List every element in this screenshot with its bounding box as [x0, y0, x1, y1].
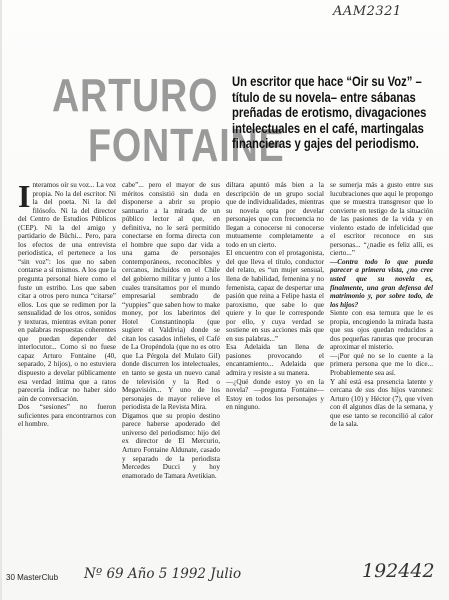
- handwritten-issue-note: Nº 69 Año 5 1992 Julio: [84, 566, 242, 582]
- interview-question: —Contra todo lo que pueda parecer a primera vista, ¿no cree usted que su novela es, finalmente, una gran defensa del matrimonio y, por sobre todo, de los hijos?: [330, 257, 433, 309]
- paragraph: Esa Adelaida tan llena de pasiones provocando el encantamiento... Adelaida que admira y resiste a su manera.: [226, 343, 324, 378]
- magazine-name: MasterClub: [17, 573, 59, 582]
- paragraph: cabe”... pero el mayor de sus méritos consistió sin duda en disponerse a abrir su propio santuario a la mirada de un público lector al que, en definitiva, no le será permitido conectarse en forma directa con el hombre que supo dar vida a una gama de personajes contemporáneos, reconocibles y cercanos, incluidos en el Chile del gobierno militar y junto a los cuales transitamos por el mundo empresarial sembrado de “yuppies” que saben how to make money, por los laberintos del Hotel Constantinopla (que sugiere el Valdivia) donde se citan los casados infieles, el Café de La Oropéndola (que no es otro que La Pérgola del Mulato Gil) donde discurren los intelectuales, en tanto se gesta un nuevo canal de televisión y la Red o Megavisión... Y uno de los personajes de mayor relieve el periodista de la Revista Mira.: [122, 181, 220, 412]
- body-column-1: [18, 178, 116, 429]
- paragraph: diltara apuntó más bien a la descripción de un grupo social que de individualidades, mientras su novela opta por develar personajes que con frecuencia no llegan a conocerse ni conocerse mutuamente completamente a todo en un cierto.: [226, 181, 324, 249]
- handwritten-archive-number: 192442: [362, 560, 435, 582]
- paragraph: Digamos que su propio destino parece haberse apoderado del universo del periodismo: hijo del ex director de El Mercurio, Arturo Fontaine Aldunate, casado y separado de la periodista Mercedes Ducci y hoy enamorado de Tamara Avetikian.: [122, 411, 220, 480]
- drop-cap: I: [18, 178, 31, 214]
- body-column-4: [330, 181, 433, 429]
- handwritten-catalog-code: AAM2321: [333, 4, 402, 19]
- article-title-line-1: ARTURO: [52, 69, 219, 121]
- paragraph: —¿Qué donde estoy yo en la novela? —pregunta Fontaine— Estoy en todos los personajes y en ninguno.: [226, 377, 324, 412]
- page-edge: [0, 0, 2, 600]
- page-footer: [6, 573, 58, 582]
- article-title-line-2: FONTAINE: [88, 119, 285, 171]
- paragraph: se sumerja más a gusto entre sus lucubraciones que aquí le propongo que se muestra transgresor que lo convierte en testigo de la situación de las pasiones de la vida y en violento estado de infelicidad que el escritor reconoce en sus personas... “¿nadie es feliz allí, es cierto...”: [330, 181, 433, 258]
- paragraph: nteramos oír su voz... La voz propia. No la del escritor. Ni la del poeta. Ni la del filósofo. Ni la del director del Centro de Estudios Públicos (CEP). Ni la del amigo y partidario de Büchi... Pero, para los efectos de una entrevista periodística, el pertenece a los “sin voz”: los que no saben contarse a sí mismos. A los que la pregunta personal hiere como el fuste un estribo. Los que saben citar a otros pero nunca “citarse” ellos. Los que se redimen por la sensualidad de los otros, sonidos y texturas, mientras evitan poner en palabras respuestas coherentes que puedan depender del interlocutor... Como si no fuese capaz Arturo Fontaine (40, separado, 2 hijos), o no estuviera dispuesto a develar públicamente esa verdad íntima que a ratos parecería indicar no haber sido aún de conversación.: [18, 181, 116, 403]
- paragraph: Dos “sesiones” no fueron suficientes para encontrarnos con el hombre.: [18, 403, 116, 429]
- paragraph: Y ahí está esa presencia latente y cercana de sus dos hijos varones: Arturo (10) y Héctor (7), que viven con él algunos días de la semana, y que ese tanto se reconcilió al calor de la sala.: [330, 377, 433, 429]
- article-deck: Un escritor que hace “Oir su Voz” –título de su novela– entre sábanas preñadas de erotismo, divagaciones intelectuales en el café, martingalas financieras y gajes del periodismo.: [232, 74, 427, 151]
- page-number: 30: [6, 573, 15, 582]
- paragraph: —¡Por qué no se lo cuente a la primera persona que me lo dice... Probablemente sea así.: [330, 351, 433, 378]
- body-column-2: [122, 181, 220, 480]
- body-column-3: [226, 181, 324, 412]
- paragraph: Siente con esa ternura que le es propia, encogiendo la mirada hasta que sus ojos quedan reducidos a dos pequeñas ranuras que procuran aproximar el misterio.: [330, 309, 433, 352]
- paragraph: El encuentro con el protagonista, del que lleva el título, conductor del relato, es “un mujer sensual, llena de habilidad, femenina y no femenista, capaz de despertar una pasión que reina a Felipe hasta el paroxismo, que sabe lo que quiere y lo que le corresponde por ello, y cuya verdad se sostiene en sus acciones más que en sus palabras...”: [226, 249, 324, 343]
